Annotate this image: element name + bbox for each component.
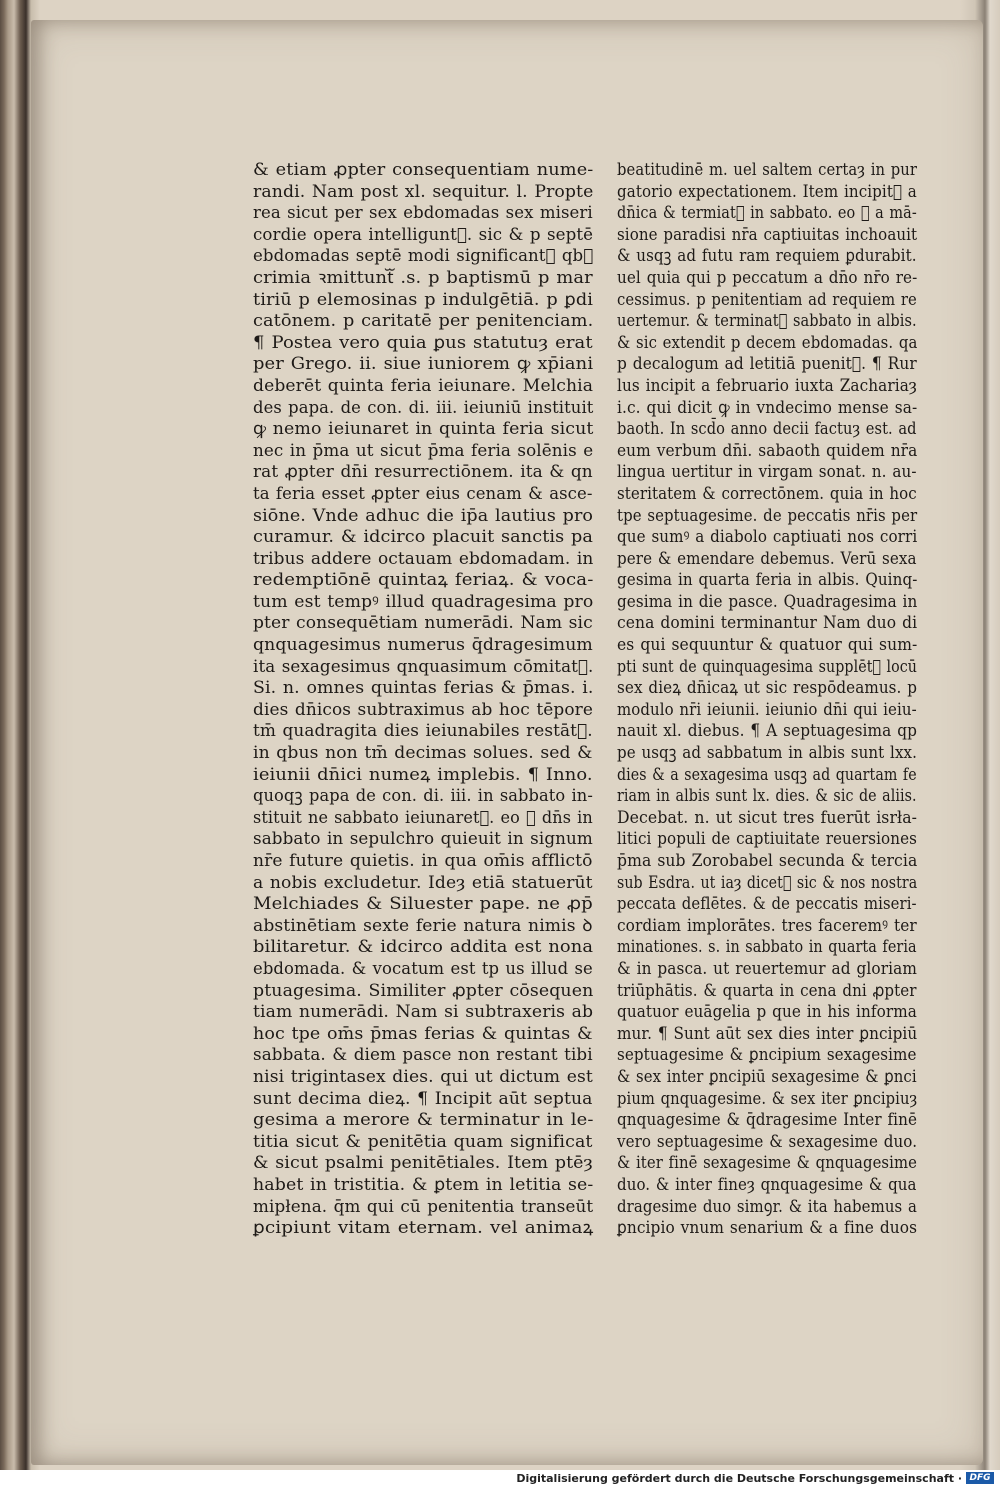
text-line: crimia ꝛmittuntᷓ .s. p baptismū p mar [253,267,593,288]
text-line: & sic extendit p decem ebdomadas. qa [617,332,918,353]
text-line: que sumꝰ a diabolo captiuati nos corri [617,527,918,548]
text-line: ꝑncipio vnum senarium & a fine duos [617,1218,918,1239]
text-line: curamur. & idcirco placuit sanctis pa [253,527,594,548]
text-line: eum verbum dn̄i. sabaoth quidem nr̄a [617,440,918,461]
text-line: ebdomada. & vocatum est tp us illud se [253,958,593,979]
text-line: septuagesime & ꝑncipium sexagesime [617,1045,917,1066]
text-line: ieiunii dn̄ici numeꝝ implebis. ¶ Inno. [253,764,593,785]
text-line: mur. ¶ Sunt aūt sex dies inter ꝑncipiū [617,1023,918,1044]
text-line: tm̄ quadragita dies ieiunabiles restātᷓ. [253,721,593,742]
text-line: litici populi de captiuitate reuersiones [617,829,917,850]
text-line: ꝑcipiunt vitam eternam. vel animaꝝ [253,1218,594,1239]
text-line: triūphātis. & quarta in cena dni ꝓpter [617,980,917,1001]
text-line: duo. & inter fineȝ qnquagesime & qua [617,1174,917,1195]
text-line: gesima in die pasce. Quadragesima in [617,591,918,612]
text-line: per Grego. ii. siue iuniorem ꝙ xp̄iani [253,354,594,375]
text-line: quoqꝫ papa de con. di. iii. in sabbato in- [253,786,593,807]
text-line: nauit xl. diebus. ¶ A septuagesima qp [617,721,917,742]
text-line: qnquagesime & q̄dragesime Inter finē [617,1110,918,1131]
printed-page [31,20,983,1465]
text-line: habet in tristitia. & ꝑtem in letitia se- [253,1174,594,1195]
footer-credit-text: Digitalisierung gefördert durch die Deutsche Forschungsgemeinschaft · [516,1472,962,1485]
text-line: sabbata. & diem pasce non restant tibi [253,1045,593,1066]
text-line: cordiam implorātes. tres faceremꝰ ter [617,915,917,936]
text-line: es qui sequuntur & quatuor qui sum- [617,635,918,656]
text-line: & sex inter ꝑncipiū sexagesime & ꝑnci [617,1066,917,1087]
text-line: Si. n. omnes quintas ferias & p̄mas. i. [253,678,594,699]
text-line: p decalogum ad letitiā puenitᷓ. ¶ Rur [617,354,917,375]
text-line: & iter finē sexagesime & qnquagesime [617,1153,917,1174]
text-line: modulo nr̄i ieiunii. ieiunio dn̄i qui ieiu- [617,699,917,720]
text-line: nec in p̄ma ut sicut p̄ma feria solēnis e [253,440,594,461]
text-line: pe usqꝫ ad sabbatum in albis sunt lxx. [617,743,917,764]
text-line: p̄ma sub Zorobabel secunda & tercia [617,851,918,871]
text-line: Melchiades & Siluester pape. ne ꝓp̄ [253,894,593,915]
text-line: pter consequētiam numerādi. Nam sic [253,613,593,634]
text-line: stituit ne sabbato ieiunaretᷓ. eo ꝙ dn̄s in [253,807,593,828]
text-line: quatuor euāgelia p que in his informa [617,1002,917,1023]
text-line: tiam numerādi. Nam si subtraxeris ab [253,1002,594,1023]
text-line: des papa. de con. di. iii. ieiuniū instituit [253,397,594,418]
text-line: gesima a merore & terminatur in le- [253,1110,594,1131]
text-line: lingua uertitur in virgam sonat. n. au- [617,462,917,483]
text-line: catōnem. p caritatē per penitenciam. [253,311,594,332]
text-line: & usqꝫ ad futu ram requiem ꝑdurabit. [617,246,917,267]
text-line: sione paradisi nr̄a captiuitas inchoauit [617,224,918,245]
text-line: vero septuagesime & sexagesime duo. [617,1131,918,1152]
text-line: dies dn̄icos subtraximus ab hoc tēpore [253,699,593,720]
text-line: sub Esdra. ut iaȝ dicetᷓ sic & nos nostra [617,872,918,893]
text-line: nisi trigintasex dies. qui ut dictum est [253,1066,593,1087]
text-line: i.c. qui dicit ꝙ in vndecimo mense sa- [617,397,918,418]
text-line: sunt decima dieꝝ. ¶ Incipit aūt septua [253,1088,593,1109]
right-text-column [617,160,917,1240]
digitization-footer [0,1470,1000,1487]
text-line: redemptiōnē quintaꝝ feriaꝝ. & voca- [253,570,594,591]
text-line: dn̄ica & termiatᷓ in sabbato. eo ꝙ a mā- [617,203,917,224]
text-line: & etiam ꝓpter consequentiam nume- [253,160,594,180]
text-line: cordie opera intelliguntᷓ. sic & p septē [253,224,594,245]
text-line: tiriū p elemosinas p indulgētiā. p ꝑdi [253,289,594,310]
text-line: ptuagesima. Similiter ꝓpter cōsequen [253,980,594,1001]
text-line: sabbato in sepulchro quieuit in signum [253,829,593,850]
text-line: tum est tempꝰ illud quadragesima pro [253,591,594,612]
text-line: baoth. In scd̄o anno decii factuȝ est. ad [617,419,917,440]
text-line: uel quia qui p peccatum a dn̄o nr̄o re- [617,267,918,288]
text-line: tpe septuagesime. de peccatis nr̄is per [617,505,918,526]
text-line: gesima in quarta feria in albis. Quinq- [617,570,918,591]
text-line: tribus addere octauam ebdomadam. in [253,548,594,569]
text-line: hoc tpe om̄s p̄mas ferias & quintas & [253,1023,593,1044]
text-line: gatorio expectationem. Item incipitᷓ a [617,181,917,202]
text-line: & sicut psalmi penitētiales. Item ptēȝ [253,1153,593,1174]
text-line: steritatem & correctōnem. quia in hoc [617,483,917,504]
text-line: nr̄e future quietis. in qua om̄is afflictō [253,851,593,871]
text-line: ita sexagesimus qnquasimum cōmitatᷓ. [253,656,594,677]
text-line: minationes. s. in sabbato in quarta feria [617,937,917,958]
text-line: pti sunt de quinquagesima supplētᷓ locū [617,656,918,677]
text-line: ebdomadas septē modi significantᷓ qbꝰ [253,246,594,267]
text-line: uertemur. & terminatᷓ sabbato in albis. [617,311,917,332]
text-line: dragesime duo simꝯr. & ita habemus a [617,1196,917,1217]
dfg-logo-icon: DFG [966,1472,994,1484]
text-line: in qbus non tm̄ decimas solues. sed & [253,743,593,764]
text-line: beatitudinē m. uel saltem certaȝ in pur [617,160,917,180]
text-line: & in pasca. ut reuertemur ad gloriam [617,958,917,979]
text-line: dies & a sexagesima usqꝫ ad quartam fe [617,764,917,785]
text-line: ta feria esset ꝓpter eius cenam & asce- [253,483,593,504]
text-line: deberēt quinta feria ieiunare. Melchia [253,375,594,396]
text-line: riam in albis sunt lx. dies. & sic de aliis. [617,786,917,807]
text-line: a nobis excludetur. Ideȝ etiā statuerūt [253,872,593,893]
text-line: rea sicut per sex ebdomadas sex miseri [253,203,593,224]
text-line: sex dieꝝ dn̄icaꝝ ut sic respōdeamus. p [617,678,918,699]
text-line: abstinētiam sexte ferie natura nimis ꝺ [253,915,593,936]
text-line: pium qnquagesime. & sex iter ꝑncipiuȝ [617,1088,918,1109]
text-line: bilitaretur. & idcirco addita est nona [253,937,594,958]
text-line: siōne. Vnde adhuc die ip̄a lautius pro [253,505,594,526]
text-line: pere & emendare debemus. Verū sexa [617,548,917,569]
text-line: lus incipit a februario iuxta Zachariaȝ [617,375,917,396]
text-line: titia sicut & penitētia quam significat [253,1131,593,1152]
text-line: cena domini terminantur Nam duo di [617,613,918,634]
text-line: randi. Nam post xl. sequitur. l. Propte [253,181,594,202]
text-line: ¶ Postea vero quia ꝑus statutuȝ erat [253,332,593,353]
text-line: peccata deflētes. & de peccatis miseri- [617,894,917,915]
text-line: rat ꝓpter dn̄i resurrectiōnem. ita & qn [253,462,593,483]
text-line: Decebat. n. ut sicut tres fuerūt isrła- [617,807,918,828]
text-line: ꝙ nemo ieiunaret in quinta feria sicut [253,419,594,440]
left-text-column [253,160,593,1240]
text-line: mipłena. q̄m qui cū penitentia transeūt [253,1196,594,1217]
text-line: qnquagesimus numerus q̄dragesimum [253,635,593,656]
text-line: cessimus. p penitentiam ad requiem re [617,289,917,310]
